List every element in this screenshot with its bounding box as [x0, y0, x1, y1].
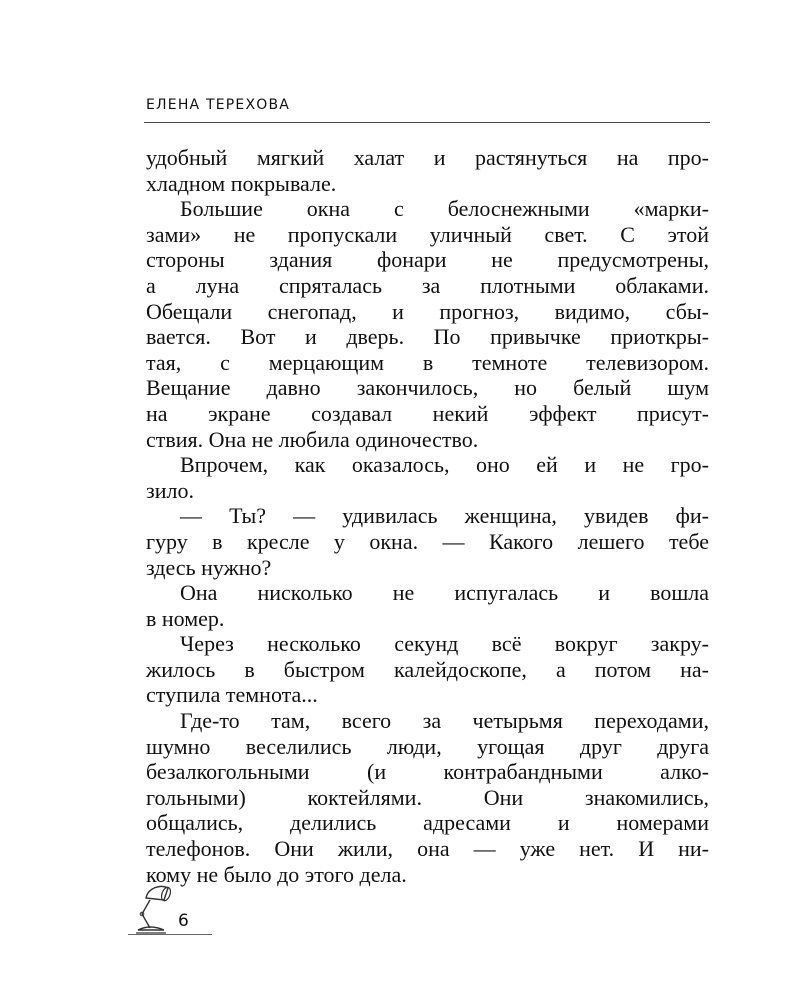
text-line: ступила темнота... [146, 682, 318, 708]
text-line: вается. Вот и дверь. По привычке приоткры- [146, 324, 709, 350]
text-line: в номер. [146, 605, 225, 631]
text-line: Она нисколько не испугалась и вошла [180, 580, 709, 606]
text-line: телефонов. Они жили, она — уже нет. И ни- [146, 836, 709, 862]
text-line: Большие окна с белоснежными «марки- [180, 196, 709, 222]
header-divider [144, 122, 710, 123]
text-line: безалкогольными (и контрабандными алко- [146, 759, 709, 785]
text-line: кому не было до этого дела. [146, 861, 407, 887]
body-text [146, 145, 709, 887]
text-line: жилось в быстром калейдоскопе, а потом на- [146, 656, 709, 682]
text-line: шумно веселились люди, угощая друг друга [146, 733, 709, 759]
text-line: здесь нужно? [146, 554, 272, 580]
text-line: — Ты? — удивилась женщина, увидев фи- [180, 503, 709, 529]
text-line: Впрочем, как оказалось, оно ей и не гро- [180, 452, 709, 478]
footer-divider [128, 934, 212, 935]
text-line: а луна спряталась за плотными облаками. [146, 272, 709, 298]
text-line: тая, с мерцающим в темноте телевизором. [146, 349, 709, 375]
text-line: хладном покрывале. [146, 170, 337, 196]
text-line: Где-то там, всего за четырьмя переходами, [180, 708, 709, 734]
page-number: 6 [178, 911, 189, 931]
text-line: Вещание давно закончилось, но белый шум [146, 375, 709, 401]
text-line: гольными) коктейлями. Они знакомились, [146, 784, 709, 810]
text-line: ствия. Она не любила одиночество. [146, 426, 479, 452]
text-line: стороны здания фонари не предусмотрены, [146, 247, 709, 273]
text-line: общались, делились адресами и номерами [146, 810, 709, 836]
text-line: зило. [146, 477, 194, 503]
text-line: удобный мягкий халат и растянуться на про- [146, 145, 709, 170]
text-line: гуру в кресле у окна. — Какого лешего тебе [146, 528, 709, 554]
text-line: зами» не пропускали уличный свет. С этой [146, 221, 709, 247]
text-line: Обещали снегопад, и прогноз, видимо, сбы- [146, 298, 709, 324]
text-line: на экране создавал некий эффект присут- [146, 400, 709, 426]
running-head-author: ЕЛЕНА ТЕРЕХОВА [146, 97, 291, 113]
text-line: Через несколько секунд всё вокруг закру- [180, 631, 709, 657]
